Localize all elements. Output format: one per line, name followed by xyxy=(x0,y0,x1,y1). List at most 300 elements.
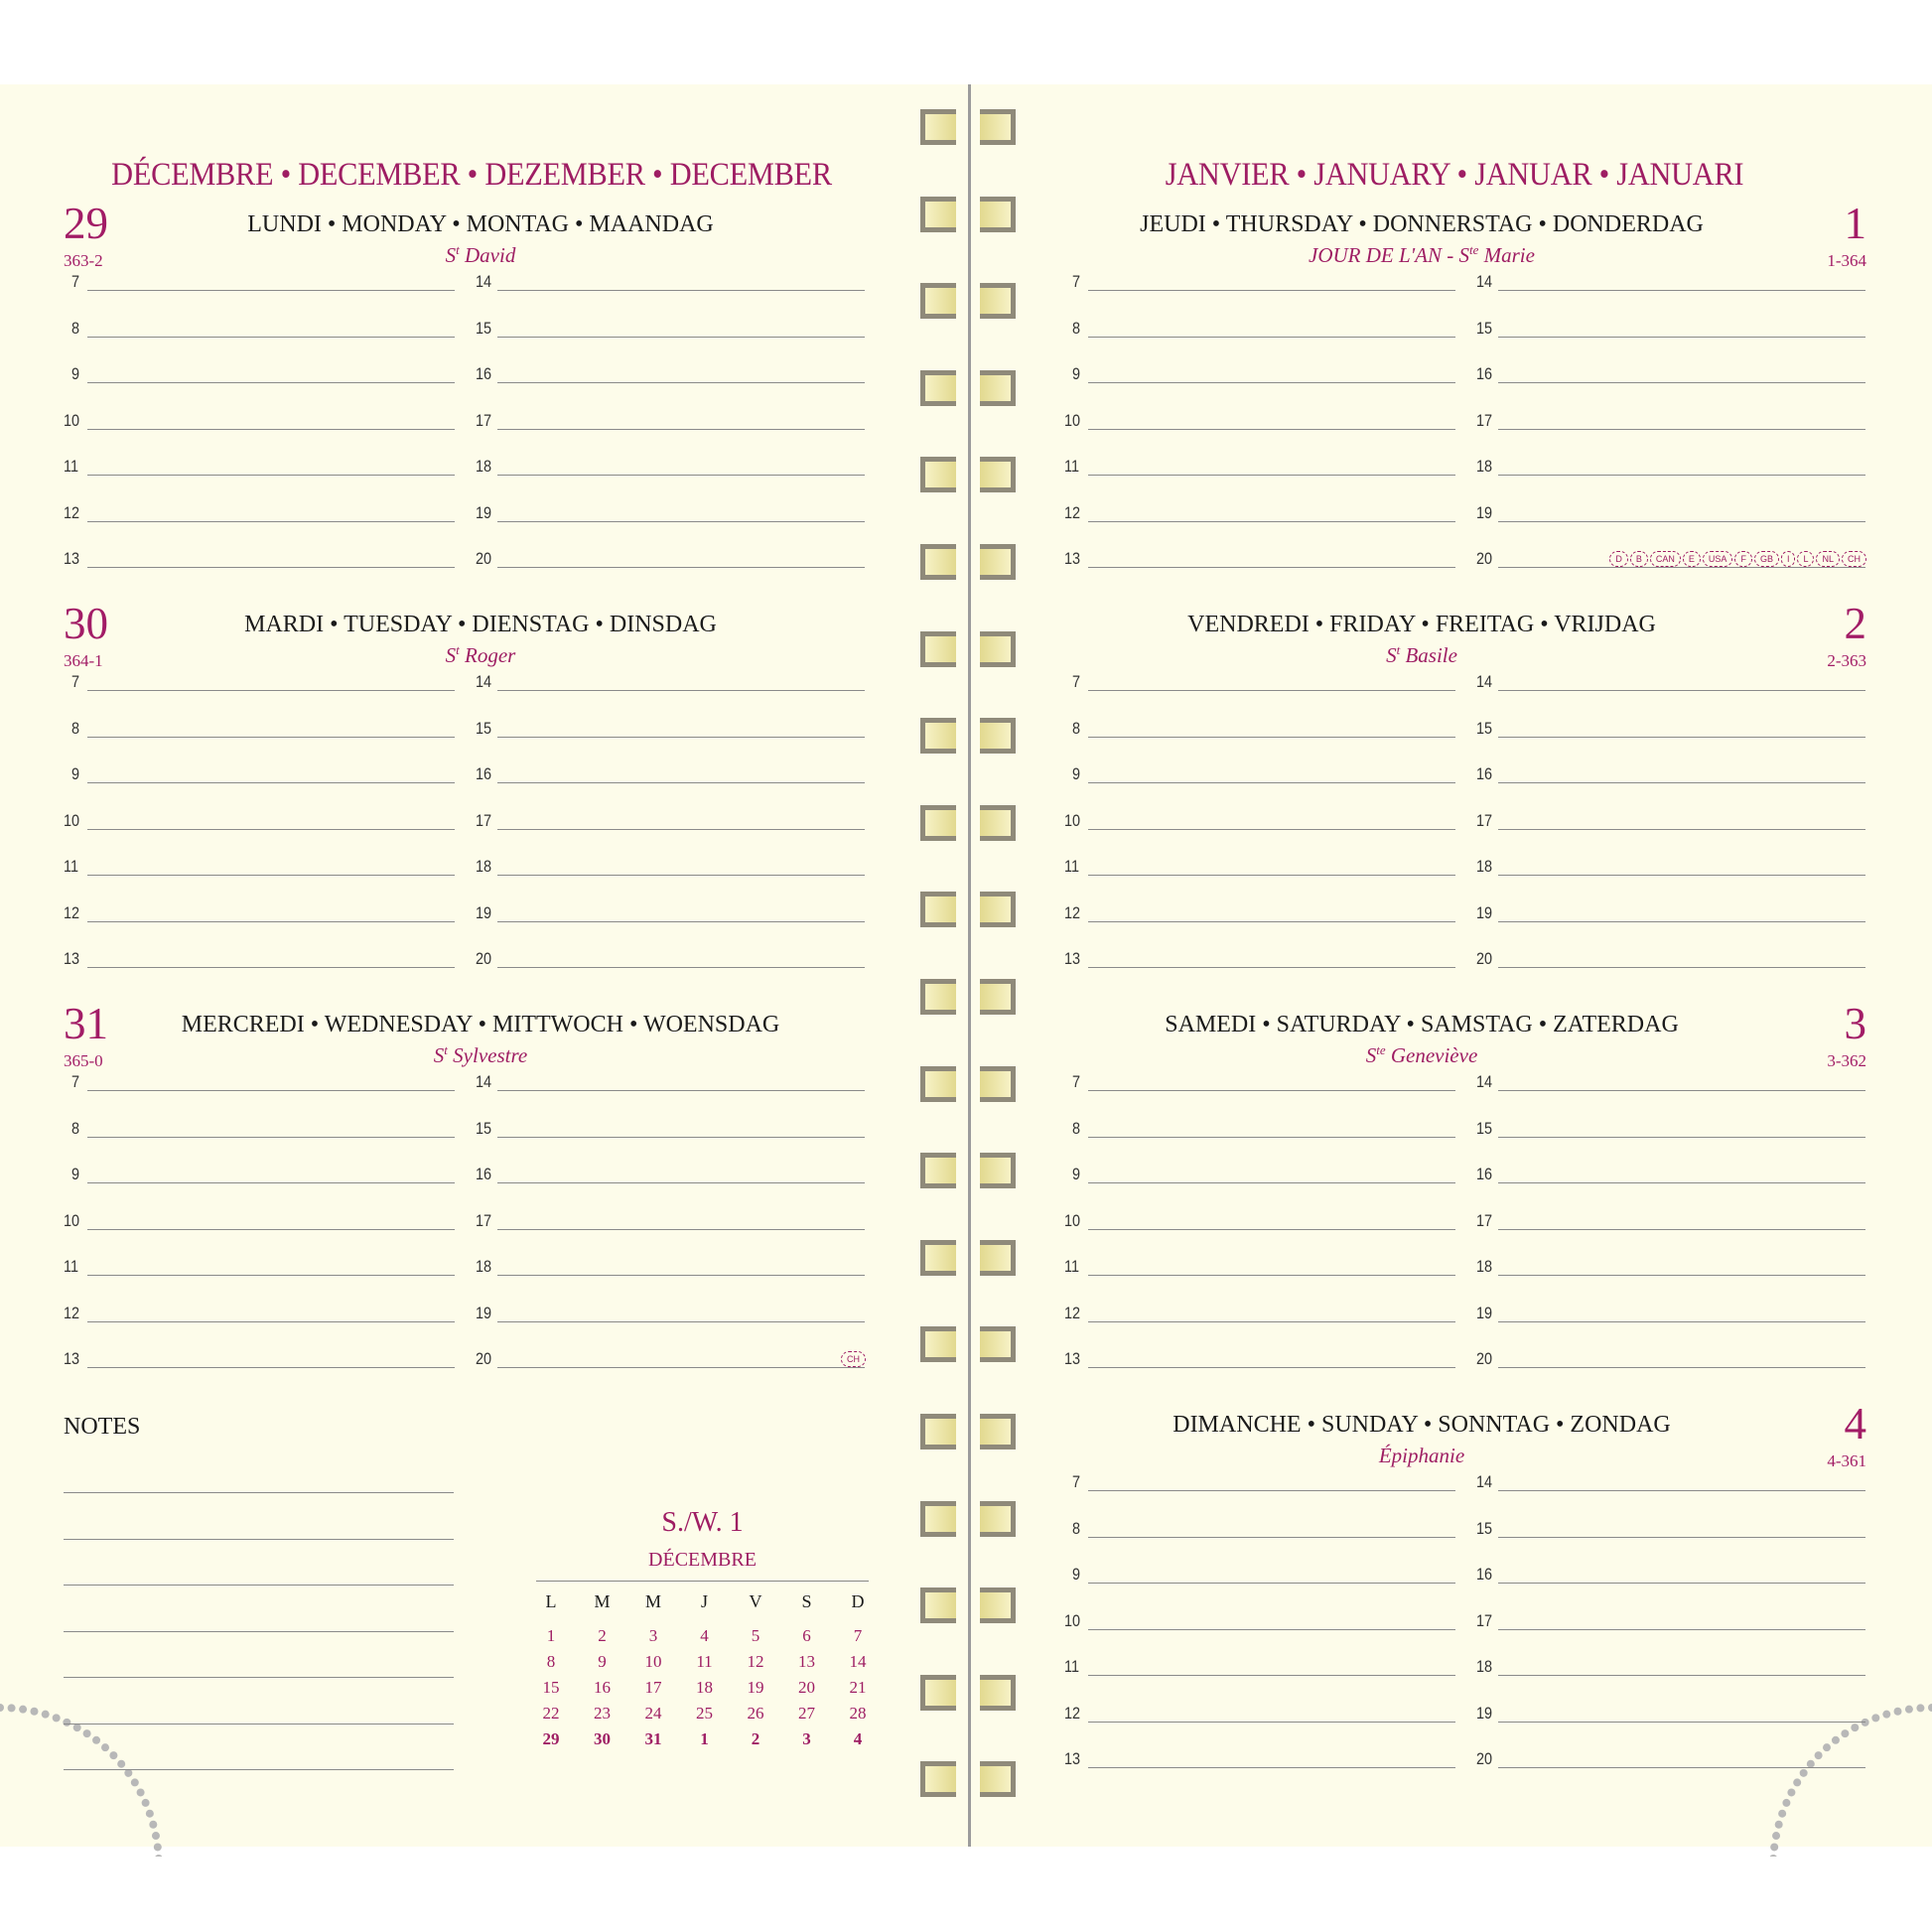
hour-writing-line[interactable] xyxy=(87,1275,455,1276)
hour-writing-line[interactable] xyxy=(1088,921,1455,922)
hour-writing-line[interactable] xyxy=(497,782,865,783)
saint-of-day xyxy=(1064,242,1779,268)
hour-writing-line[interactable] xyxy=(1498,1583,1865,1584)
hour-writing-line[interactable] xyxy=(1498,475,1865,476)
hour-writing-line[interactable] xyxy=(87,521,455,522)
hour-writing-line[interactable] xyxy=(87,829,455,830)
hour-writing-line[interactable] xyxy=(1498,1767,1865,1768)
saint-superscript: te xyxy=(1469,242,1479,257)
hour-writing-line[interactable] xyxy=(87,1182,455,1183)
decorative-dot xyxy=(152,1832,160,1840)
hour-label: 20 xyxy=(1476,549,1493,568)
mini-calendar-day[interactable]: 25 xyxy=(696,1704,713,1723)
hour-writing-line[interactable] xyxy=(1088,1321,1455,1322)
week-number-label: S./W. 1 xyxy=(661,1507,744,1538)
hour-writing-line[interactable] xyxy=(1088,1275,1455,1276)
mini-calendar-weekday: M xyxy=(594,1591,611,1611)
mini-calendar-day[interactable]: 31 xyxy=(644,1729,662,1748)
binding-ring xyxy=(920,1240,956,1276)
hour-writing-line[interactable] xyxy=(87,1229,455,1230)
mini-calendar-day[interactable]: 1 xyxy=(700,1729,709,1748)
hour-writing-line[interactable] xyxy=(1498,967,1865,968)
hour-label: 16 xyxy=(1476,1165,1493,1183)
hour-label: 20 xyxy=(1476,1349,1493,1368)
decorative-dot xyxy=(1871,1714,1879,1722)
mini-calendar-day[interactable]: 2 xyxy=(598,1626,607,1645)
hour-writing-line[interactable] xyxy=(497,521,865,522)
decorative-dot xyxy=(1769,1855,1777,1857)
country-badge: CH xyxy=(1842,551,1866,567)
hour-writing-line[interactable] xyxy=(87,1321,455,1322)
hour-label: 15 xyxy=(476,718,492,738)
mini-calendar-day[interactable]: 6 xyxy=(802,1626,811,1645)
hour-writing-line[interactable] xyxy=(1498,567,1865,568)
hour-writing-line[interactable] xyxy=(1088,290,1455,291)
hour-writing-line[interactable] xyxy=(1498,429,1865,430)
binding-ring xyxy=(980,1240,1016,1276)
hour-label: 8 xyxy=(71,318,80,338)
binding-ring xyxy=(980,1326,1016,1362)
day-name: DIMANCHE • SUNDAY • SONNTAG • ZONDAG xyxy=(1173,1412,1671,1438)
hour-label: 18 xyxy=(476,457,492,476)
decorative-dot xyxy=(101,1743,109,1751)
binding-ring xyxy=(980,1501,1016,1537)
hour-writing-line[interactable] xyxy=(1088,875,1455,876)
binding-ring xyxy=(980,1587,1016,1623)
notes-writing-line[interactable] xyxy=(64,1585,454,1586)
hour-writing-line[interactable] xyxy=(87,1137,455,1138)
hour-label: 12 xyxy=(64,902,80,922)
hour-writing-line[interactable] xyxy=(1498,1675,1865,1676)
hour-writing-line[interactable] xyxy=(1088,475,1455,476)
mini-calendar-day[interactable]: 1 xyxy=(546,1626,556,1645)
hour-writing-line[interactable] xyxy=(497,429,865,430)
hour-label: 9 xyxy=(1072,364,1081,383)
hour-label: 7 xyxy=(1072,672,1081,691)
hour-label: 20 xyxy=(476,949,492,968)
hour-writing-line[interactable] xyxy=(497,1367,865,1368)
mini-calendar-day[interactable]: 13 xyxy=(798,1652,815,1671)
hour-label: 8 xyxy=(1072,718,1081,738)
hour-writing-line[interactable] xyxy=(1088,1182,1455,1183)
decorative-dot xyxy=(155,1855,163,1857)
hour-label: 13 xyxy=(1064,1749,1081,1768)
day-number: 3 xyxy=(1844,999,1866,1048)
hour-label: 13 xyxy=(64,1349,80,1368)
hour-writing-line[interactable] xyxy=(497,875,865,876)
hour-label: 14 xyxy=(476,1072,492,1091)
mini-calendar-month: DÉCEMBRE xyxy=(648,1549,757,1571)
hour-label: 7 xyxy=(71,672,80,691)
notes-writing-line[interactable] xyxy=(64,1724,454,1725)
mini-calendar-day[interactable]: 2 xyxy=(751,1729,760,1748)
hour-label: 8 xyxy=(1072,1118,1081,1138)
hour-writing-line[interactable] xyxy=(1498,1367,1865,1368)
hour-writing-line[interactable] xyxy=(87,475,455,476)
day-number: 4 xyxy=(1844,1399,1866,1449)
hour-label: 8 xyxy=(71,1118,80,1138)
mini-calendar-day[interactable]: 8 xyxy=(546,1652,556,1671)
hour-label: 13 xyxy=(1064,1349,1081,1368)
binding-ring xyxy=(920,892,956,927)
hour-label: 14 xyxy=(1476,272,1493,291)
decorative-dot xyxy=(1787,1788,1795,1796)
hour-writing-line[interactable] xyxy=(1088,1229,1455,1230)
mini-calendar-day[interactable]: 18 xyxy=(696,1678,713,1697)
day-name: JEUDI • THURSDAY • DONNERSTAG • DONDERDAG xyxy=(1140,211,1704,237)
hour-label: 9 xyxy=(1072,1165,1081,1183)
day-of-year: 364-1 xyxy=(64,651,103,670)
month-title-january: JANVIER • JANUARY • JANUAR • JANUARI xyxy=(1165,157,1744,193)
hour-writing-line[interactable] xyxy=(1498,829,1865,830)
hour-label: 7 xyxy=(71,1072,80,1091)
day-of-year: 1-364 xyxy=(1827,251,1866,270)
hour-writing-line[interactable] xyxy=(1088,1367,1455,1368)
hour-label: 11 xyxy=(1064,1657,1080,1676)
saint-superscript: te xyxy=(1376,1042,1386,1057)
saint-name: Épiphanie xyxy=(1378,1444,1465,1467)
hour-writing-line[interactable] xyxy=(1088,1537,1455,1538)
hour-writing-line[interactable] xyxy=(87,967,455,968)
hour-label: 16 xyxy=(1476,364,1493,383)
decorative-dot xyxy=(1841,1729,1849,1737)
hour-label: 18 xyxy=(1476,857,1493,876)
mini-calendar-day[interactable]: 30 xyxy=(594,1729,611,1748)
hour-writing-line[interactable] xyxy=(87,875,455,876)
hour-writing-line[interactable] xyxy=(497,967,865,968)
mini-calendar-day[interactable]: 16 xyxy=(594,1678,611,1697)
decorative-dot xyxy=(1851,1724,1859,1731)
decorative-dot xyxy=(1770,1843,1778,1851)
day-name: MERCREDI • WEDNESDAY • MITTWOCH • WOENSDAG xyxy=(181,1012,780,1037)
decorative-dot xyxy=(154,1843,162,1851)
notes-writing-line[interactable] xyxy=(64,1492,454,1493)
hour-writing-line[interactable] xyxy=(497,829,865,830)
hour-writing-line[interactable] xyxy=(87,690,455,691)
hour-label: 20 xyxy=(476,549,492,568)
hour-label: 18 xyxy=(476,1257,492,1276)
notes-writing-line[interactable] xyxy=(64,1631,454,1632)
saint-of-day xyxy=(1064,1443,1779,1468)
mini-calendar-weekday: S xyxy=(801,1591,812,1611)
hour-writing-line[interactable] xyxy=(497,1090,865,1091)
hour-writing-line[interactable] xyxy=(1088,337,1455,338)
hour-writing-line[interactable] xyxy=(497,1321,865,1322)
hour-label: 7 xyxy=(1072,1472,1081,1491)
hour-label: 10 xyxy=(64,1210,80,1230)
hour-writing-line[interactable] xyxy=(1498,382,1865,383)
mini-calendar-day[interactable]: 14 xyxy=(849,1652,867,1671)
binding-ring xyxy=(980,1414,1016,1449)
decorative-dot xyxy=(117,1760,125,1768)
hour-writing-line[interactable] xyxy=(1498,1537,1865,1538)
hour-writing-line[interactable] xyxy=(87,782,455,783)
hour-label: 19 xyxy=(1476,1303,1493,1322)
hour-writing-line[interactable] xyxy=(497,290,865,291)
hour-writing-line[interactable] xyxy=(1498,1629,1865,1630)
hour-label: 17 xyxy=(1476,410,1493,430)
hour-writing-line[interactable] xyxy=(1498,1275,1865,1276)
hour-writing-line[interactable] xyxy=(1088,782,1455,783)
saint-prefix: S xyxy=(1365,1043,1377,1067)
hour-writing-line[interactable] xyxy=(1088,1137,1455,1138)
hour-label: 7 xyxy=(1072,1072,1081,1091)
hour-writing-line[interactable] xyxy=(87,429,455,430)
hour-label: 17 xyxy=(1476,810,1493,830)
hour-label: 17 xyxy=(476,1210,492,1230)
hour-label: 19 xyxy=(476,502,492,522)
hour-writing-line[interactable] xyxy=(87,337,455,338)
hour-writing-line[interactable] xyxy=(1498,1090,1865,1091)
notes-writing-line[interactable] xyxy=(64,1677,454,1678)
saint-prefix: S xyxy=(445,643,457,667)
day-name: VENDREDI • FRIDAY • FREITAG • VRIJDAG xyxy=(1187,612,1656,637)
hour-writing-line[interactable] xyxy=(1498,1722,1865,1723)
hour-writing-line[interactable] xyxy=(1498,921,1865,922)
hour-writing-line[interactable] xyxy=(1088,521,1455,522)
binding-ring xyxy=(920,1326,956,1362)
decorative-dot xyxy=(146,1810,154,1818)
hour-label: 13 xyxy=(64,949,80,968)
hour-writing-line[interactable] xyxy=(87,290,455,291)
mini-calendar-day[interactable]: 19 xyxy=(747,1678,764,1697)
mini-calendar-weekday: D xyxy=(851,1591,865,1611)
hour-writing-line[interactable] xyxy=(1498,737,1865,738)
day-number: 2 xyxy=(1844,599,1866,648)
hour-label: 11 xyxy=(1064,457,1080,476)
day-of-year: 363-2 xyxy=(64,251,103,270)
hour-writing-line[interactable] xyxy=(497,567,865,568)
hour-writing-line[interactable] xyxy=(1088,1722,1455,1723)
decorative-dot xyxy=(1800,1769,1808,1777)
decorative-dot xyxy=(92,1736,100,1744)
country-badge: CAN xyxy=(1650,551,1681,567)
country-badge: CH xyxy=(841,1351,866,1367)
binding-ring xyxy=(980,892,1016,927)
hour-writing-line[interactable] xyxy=(1498,1137,1865,1138)
binding-ring xyxy=(920,979,956,1015)
mini-calendar-day[interactable]: 17 xyxy=(644,1678,662,1697)
hour-label: 9 xyxy=(1072,764,1081,783)
mini-calendar-day[interactable]: 23 xyxy=(594,1704,611,1723)
hour-label: 8 xyxy=(1072,318,1081,338)
mini-calendar-day[interactable]: 21 xyxy=(849,1678,867,1697)
hour-writing-line[interactable] xyxy=(87,921,455,922)
hour-writing-line[interactable] xyxy=(1498,690,1865,691)
binding-ring xyxy=(980,631,1016,667)
hour-writing-line[interactable] xyxy=(497,475,865,476)
binding-ring xyxy=(920,457,956,492)
mini-calendar-day[interactable]: 27 xyxy=(798,1704,815,1723)
binding-ring xyxy=(920,283,956,319)
notes-writing-line[interactable] xyxy=(64,1769,454,1770)
hour-writing-line[interactable] xyxy=(497,337,865,338)
hour-label: 15 xyxy=(1476,1118,1493,1138)
hour-writing-line[interactable] xyxy=(87,1090,455,1091)
hour-label: 19 xyxy=(1476,502,1493,522)
decorative-dot xyxy=(1832,1736,1840,1744)
mini-calendar-day[interactable]: 4 xyxy=(853,1729,863,1748)
hour-label: 15 xyxy=(1476,318,1493,338)
hour-label: 16 xyxy=(476,764,492,783)
binding-ring xyxy=(920,1587,956,1623)
binding-ring xyxy=(980,283,1016,319)
mini-calendar-day[interactable]: 15 xyxy=(542,1678,560,1697)
binding-spine xyxy=(968,84,971,1847)
decorative-dot xyxy=(124,1769,132,1777)
binding-ring xyxy=(920,197,956,232)
mini-calendar-weekday: J xyxy=(700,1591,708,1611)
day-number: 31 xyxy=(64,999,108,1048)
hour-label: 18 xyxy=(1476,1657,1493,1676)
hour-writing-line[interactable] xyxy=(1498,1182,1865,1183)
hour-writing-line[interactable] xyxy=(1498,782,1865,783)
saint-name: Marie xyxy=(1478,243,1535,267)
hour-label: 17 xyxy=(1476,1610,1493,1630)
binding-ring xyxy=(980,1153,1016,1188)
hour-writing-line[interactable] xyxy=(1088,737,1455,738)
mini-calendar-weekday: V xyxy=(749,1591,762,1611)
decorative-dot xyxy=(1905,1706,1913,1714)
binding-ring xyxy=(920,109,956,145)
hour-writing-line[interactable] xyxy=(1088,429,1455,430)
binding-ring xyxy=(980,805,1016,841)
hour-writing-line[interactable] xyxy=(1088,967,1455,968)
hour-label: 17 xyxy=(476,410,492,430)
hour-writing-line[interactable] xyxy=(87,382,455,383)
hour-label: 18 xyxy=(1476,457,1493,476)
saint-of-day xyxy=(1064,642,1779,668)
hour-writing-line[interactable] xyxy=(1088,829,1455,830)
decorative-dot xyxy=(19,1706,27,1714)
mini-calendar-day[interactable]: 7 xyxy=(853,1626,863,1645)
hour-writing-line[interactable] xyxy=(1088,1629,1455,1630)
hour-label: 9 xyxy=(71,364,80,383)
hour-writing-line[interactable] xyxy=(1088,1490,1455,1491)
decorative-dot xyxy=(109,1751,117,1759)
decorative-dot xyxy=(1775,1821,1783,1829)
hour-label: 10 xyxy=(1064,410,1081,430)
saint-superscript: t xyxy=(444,1042,448,1057)
mini-calendar-day[interactable]: 3 xyxy=(802,1729,811,1748)
saint-name: Geneviève xyxy=(1385,1043,1478,1067)
hour-writing-line[interactable] xyxy=(1498,1490,1865,1491)
hour-label: 10 xyxy=(1064,810,1081,830)
binding-ring xyxy=(920,1153,956,1188)
hour-label: 15 xyxy=(1476,718,1493,738)
hour-writing-line[interactable] xyxy=(497,382,865,383)
hour-writing-line[interactable] xyxy=(497,690,865,691)
hour-writing-line[interactable] xyxy=(497,1137,865,1138)
hour-label: 15 xyxy=(476,318,492,338)
country-badge: I xyxy=(1781,551,1796,567)
hour-label: 13 xyxy=(1064,549,1081,568)
binding-ring xyxy=(980,109,1016,145)
country-badge: NL xyxy=(1816,551,1840,567)
hour-writing-line[interactable] xyxy=(497,1182,865,1183)
hour-writing-line[interactable] xyxy=(1088,1583,1455,1584)
hour-writing-line[interactable] xyxy=(1498,1229,1865,1230)
hour-writing-line[interactable] xyxy=(1498,1321,1865,1322)
mini-calendar-day[interactable]: 11 xyxy=(696,1652,713,1671)
mini-calendar-day[interactable]: 20 xyxy=(798,1678,815,1697)
hour-writing-line[interactable] xyxy=(87,737,455,738)
decorative-dot xyxy=(1882,1711,1890,1719)
hour-label: 8 xyxy=(1072,1518,1081,1538)
mini-calendar-day[interactable]: 10 xyxy=(644,1652,662,1671)
hour-writing-line[interactable] xyxy=(1088,382,1455,383)
hour-writing-line[interactable] xyxy=(497,921,865,922)
notes-writing-line[interactable] xyxy=(64,1539,454,1540)
day-number: 30 xyxy=(64,599,108,648)
binding-ring xyxy=(920,370,956,406)
mini-calendar-day[interactable]: 3 xyxy=(648,1626,658,1645)
notes-title: NOTES xyxy=(64,1414,141,1440)
hour-label: 18 xyxy=(476,857,492,876)
hour-writing-line[interactable] xyxy=(1088,1090,1455,1091)
mini-calendar-day[interactable]: 29 xyxy=(542,1729,560,1748)
hour-writing-line[interactable] xyxy=(1498,337,1865,338)
decorative-dot xyxy=(1782,1799,1790,1807)
hour-label: 14 xyxy=(476,272,492,291)
hour-writing-line[interactable] xyxy=(87,567,455,568)
saint-superscript: t xyxy=(456,642,460,657)
country-badge: GB xyxy=(1754,551,1779,567)
hour-label: 14 xyxy=(1476,672,1493,691)
binding-ring xyxy=(920,1414,956,1449)
hour-label: 10 xyxy=(1064,1610,1081,1630)
holiday-country-flags xyxy=(841,1351,866,1367)
decorative-dot xyxy=(1862,1719,1869,1726)
day-of-year: 365-0 xyxy=(64,1051,103,1070)
hour-label: 18 xyxy=(1476,1257,1493,1276)
month-title-december: DÉCEMBRE • DECEMBER • DEZEMBER • DECEMBER xyxy=(111,157,832,193)
mini-calendar-day[interactable]: 4 xyxy=(700,1626,709,1645)
hour-label: 14 xyxy=(1476,1072,1493,1091)
decorative-dot xyxy=(30,1708,38,1716)
mini-calendar-day[interactable]: 5 xyxy=(751,1626,760,1645)
mini-calendar-day[interactable]: 28 xyxy=(849,1704,867,1723)
mini-calendar-day[interactable]: 26 xyxy=(747,1704,764,1723)
hour-writing-line[interactable] xyxy=(87,1367,455,1368)
hour-writing-line[interactable] xyxy=(497,1229,865,1230)
hour-writing-line[interactable] xyxy=(1088,690,1455,691)
hour-label: 10 xyxy=(64,410,80,430)
hour-label: 20 xyxy=(1476,949,1493,968)
hour-label: 19 xyxy=(1476,902,1493,922)
hour-writing-line[interactable] xyxy=(1498,290,1865,291)
hour-writing-line[interactable] xyxy=(497,1275,865,1276)
decorative-dot xyxy=(1916,1704,1924,1712)
saint-prefix: S xyxy=(1386,643,1397,667)
binding-ring xyxy=(980,1066,1016,1102)
hour-label: 20 xyxy=(476,1349,492,1368)
day-of-year: 3-362 xyxy=(1827,1051,1866,1070)
hour-writing-line[interactable] xyxy=(1498,521,1865,522)
hour-label: 20 xyxy=(1476,1749,1493,1768)
mini-calendar-day[interactable]: 22 xyxy=(542,1704,560,1723)
hour-writing-line[interactable] xyxy=(1088,1767,1455,1768)
hour-writing-line[interactable] xyxy=(1088,1675,1455,1676)
hour-writing-line[interactable] xyxy=(1088,567,1455,568)
hour-label: 15 xyxy=(1476,1518,1493,1538)
mini-calendar-day[interactable]: 12 xyxy=(747,1652,764,1671)
mini-calendar-day[interactable]: 9 xyxy=(598,1652,607,1671)
hour-writing-line[interactable] xyxy=(497,737,865,738)
decorative-dot xyxy=(83,1729,91,1737)
hour-writing-line[interactable] xyxy=(1498,875,1865,876)
mini-calendar-day[interactable]: 24 xyxy=(644,1704,662,1723)
